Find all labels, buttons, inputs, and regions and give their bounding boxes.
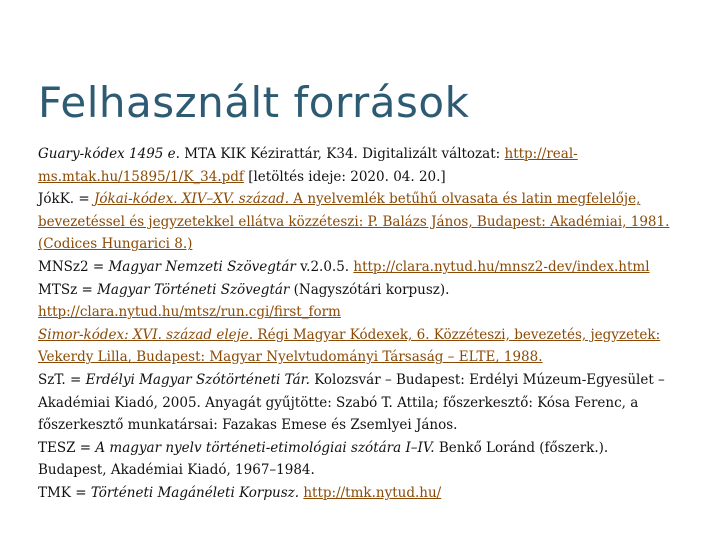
reference-text: [letöltés ideje: 2020. 04. 20.]: [243, 168, 446, 185]
reference-entry: [38, 256, 678, 279]
reference-work-title: Magyar Történeti Szövegtár: [97, 281, 290, 298]
reference-text: v.2.0.5.: [295, 258, 354, 275]
reference-work-title: Történeti Magánéleti Korpusz.: [90, 484, 300, 501]
reference-entry: [38, 324, 678, 369]
reference-text: SzT. =: [38, 371, 86, 388]
slide-title: Felhasznált források: [38, 78, 470, 127]
reference-entry: [38, 482, 678, 505]
reference-work-title: A magyar nyelv történeti-etimológiai szótára I–IV.: [95, 439, 435, 456]
reference-text: Kolozsvár – Budapest: Erdélyi Múzeum-Egyesület – Akadémiai Kiadó, 2005. Anyagát gyűjtötte: Szabó T. Attila; főszerkesztő: Kósa Ferenc, a főszerkesztő munkatársai: Fazakas Emese és Zsemlyei János.: [38, 371, 665, 434]
reference-work-title: Magyar Nemzeti Szövegtár: [108, 258, 296, 275]
reference-link[interactable]: Jókai-kódex. XIV–XV. század.: [94, 191, 289, 208]
reference-entry: [38, 279, 678, 324]
reference-link[interactable]: http://clara.nytud.hu/mtsz/run.cgi/first_form: [38, 304, 341, 321]
reference-work-title: Erdélyi Magyar Szótörténeti Tár.: [85, 371, 310, 388]
reference-link[interactable]: Régi Magyar Kódexek, 6. Közzéteszi, bevezetés, jegyzetek: Vekerdy Lilla, Budapest: Magyar Nyelvtudományi Társaság – ELTE, 1988.: [38, 326, 661, 366]
reference-text: MTA KIK Kézirattár, K34. Digitalizált változat:: [179, 146, 505, 162]
reference-text: Benkő Loránd (főszerk.). Budapest, Akadémiai Kiadó, 1967–1984.: [38, 439, 609, 479]
reference-list: [38, 143, 678, 505]
reference-text: JókK. =: [38, 191, 94, 208]
reference-link[interactable]: A nyelvemlék betűhű olvasata és latin megfelelője, bevezetéssel és jegyzetekkel ellátva közzéteszi: P. Balázs János, Budapest: Akadémiai, 1981. (Codices Hungarici 8.): [38, 191, 670, 253]
reference-link[interactable]: http://clara.nytud.hu/mnsz2-dev/index.html: [353, 258, 650, 275]
reference-entry: [38, 437, 678, 482]
reference-text: TESZ =: [38, 439, 96, 456]
reference-text: TMK =: [38, 484, 91, 501]
reference-entry: [38, 143, 678, 188]
reference-link[interactable]: http://real-ms.mtak.hu/15895/1/K_34.pdf: [38, 146, 578, 185]
reference-entry: [38, 188, 678, 256]
reference-text: MTSz =: [38, 281, 98, 298]
reference-link[interactable]: http://tmk.nytud.hu/: [303, 484, 442, 501]
reference-text: (Nagyszótári korpusz).: [289, 281, 450, 298]
reference-link[interactable]: Simor-kódex: XVI. század eleje.: [38, 326, 254, 343]
reference-text: MNSz2 =: [38, 258, 109, 275]
reference-work-title: Guary-kódex 1495 e.: [38, 146, 180, 162]
reference-entry: [38, 369, 678, 437]
